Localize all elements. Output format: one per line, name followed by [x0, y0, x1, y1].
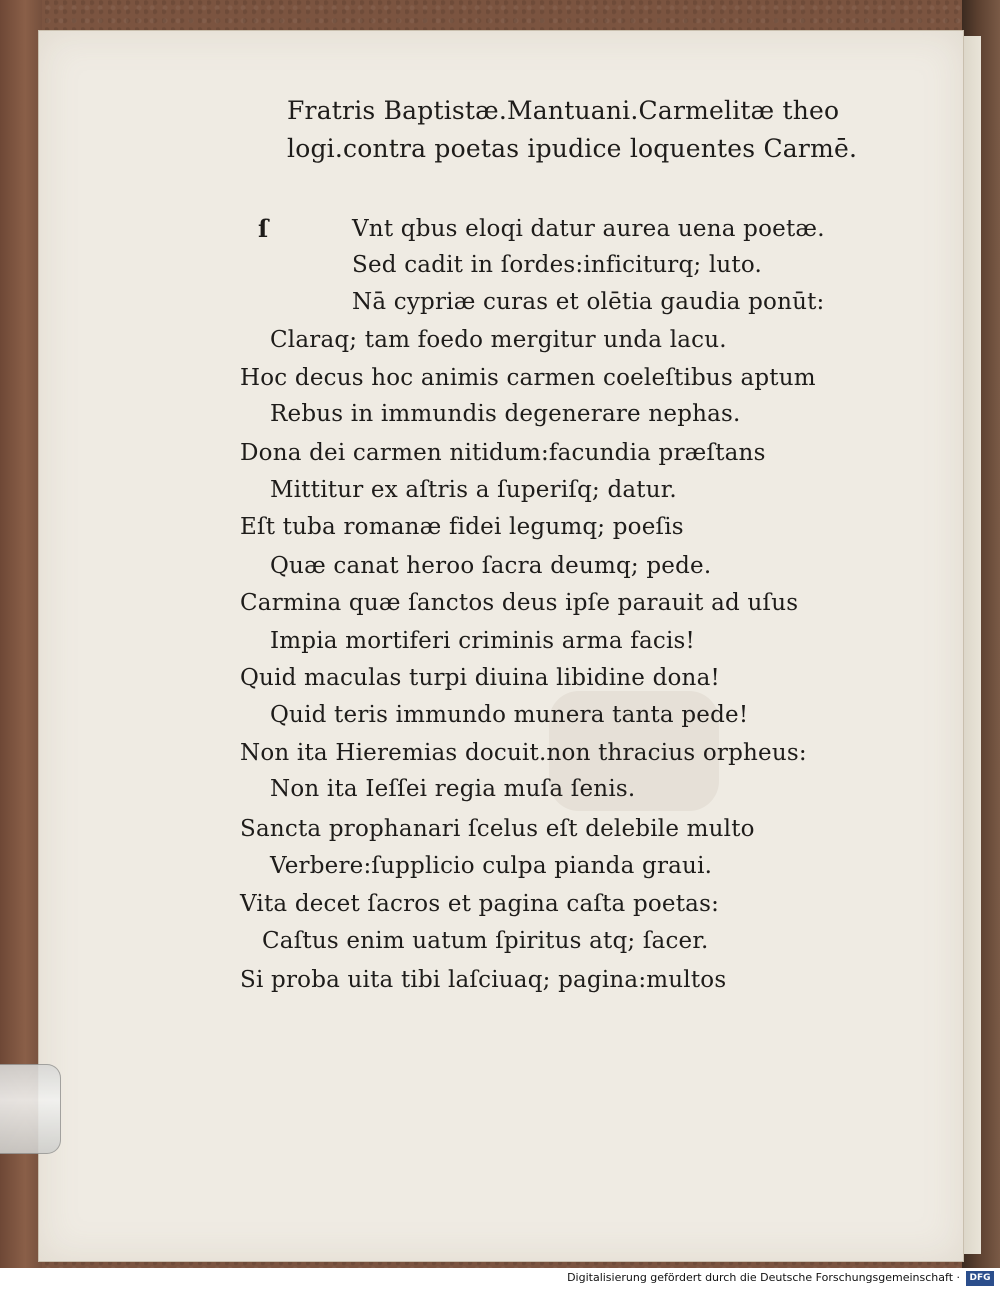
verse-line: Caſtus enim uatum ſpiritus atq; ſacer. — [262, 928, 709, 954]
verse-line: Vnt qbus eloqi datur aurea uena poetæ. — [352, 216, 825, 242]
initial-guide-letter: ſ — [258, 214, 269, 243]
verse-line: Non ita Hieremias docuit.non thracius orpheus: — [240, 740, 807, 766]
verse-line: Verbere:ſupplicio culpa pianda graui. — [270, 853, 713, 879]
verse-line: Vita decet ſacros et pagina caſta poetas: — [240, 891, 720, 917]
verse-line: Carmina quæ ſanctos deus ipſe parauit ad uſus — [240, 590, 799, 616]
dfg-logo: DFG — [966, 1271, 994, 1286]
title-line: logi.contra poetas ipudice loquentes Carmē. — [287, 134, 858, 163]
verse-line: Eſt tuba romanæ fidei legumq; poeſis — [240, 514, 684, 540]
verse-line: Sed cadit in ſordes:inficiturq; luto. — [352, 252, 763, 278]
verse-line: Hoc decus hoc animis carmen coeleſtibus aptum — [240, 365, 816, 391]
verse-line: Quid teris immundo munera tanta pede! — [270, 702, 749, 728]
footer-bar — [0, 1268, 1000, 1290]
verse-line: Claraq; tam foedo mergitur unda lacu. — [270, 327, 727, 353]
clasp-strap — [0, 1064, 61, 1154]
verse-line: Dona dei carmen nitidum:facundia præſtans — [240, 440, 766, 466]
verse-line: Mittitur ex aſtris a ſuperiſq; datur. — [270, 477, 677, 503]
verse-line: Sancta prophanari ſcelus eſt delebile multo — [240, 816, 755, 842]
verse-line: Quid maculas turpi diuina libidine dona! — [240, 665, 720, 691]
verse-line: Non ita Ieſſei regia muſa ſenis. — [270, 776, 636, 802]
verse-line: Impia mortiferi criminis arma facis! — [270, 628, 695, 654]
title-line: Fratris Baptistæ.Mantuani.Carmelitæ theo — [287, 96, 840, 125]
verse-line: Quæ canat heroo ſacra deumq; pede. — [270, 553, 712, 579]
verse-line: Si proba uita tibi laſciuaq; pagina:multos — [240, 967, 727, 993]
funding-note: Digitalisierung gefördert durch die Deutsche Forschungsgemeinschaft · — [567, 1271, 960, 1284]
verse-line: Nā cypriæ curas et olētia gaudia ponūt: — [352, 289, 825, 315]
verse-line: Rebus in immundis degenerare nephas. — [270, 401, 741, 427]
